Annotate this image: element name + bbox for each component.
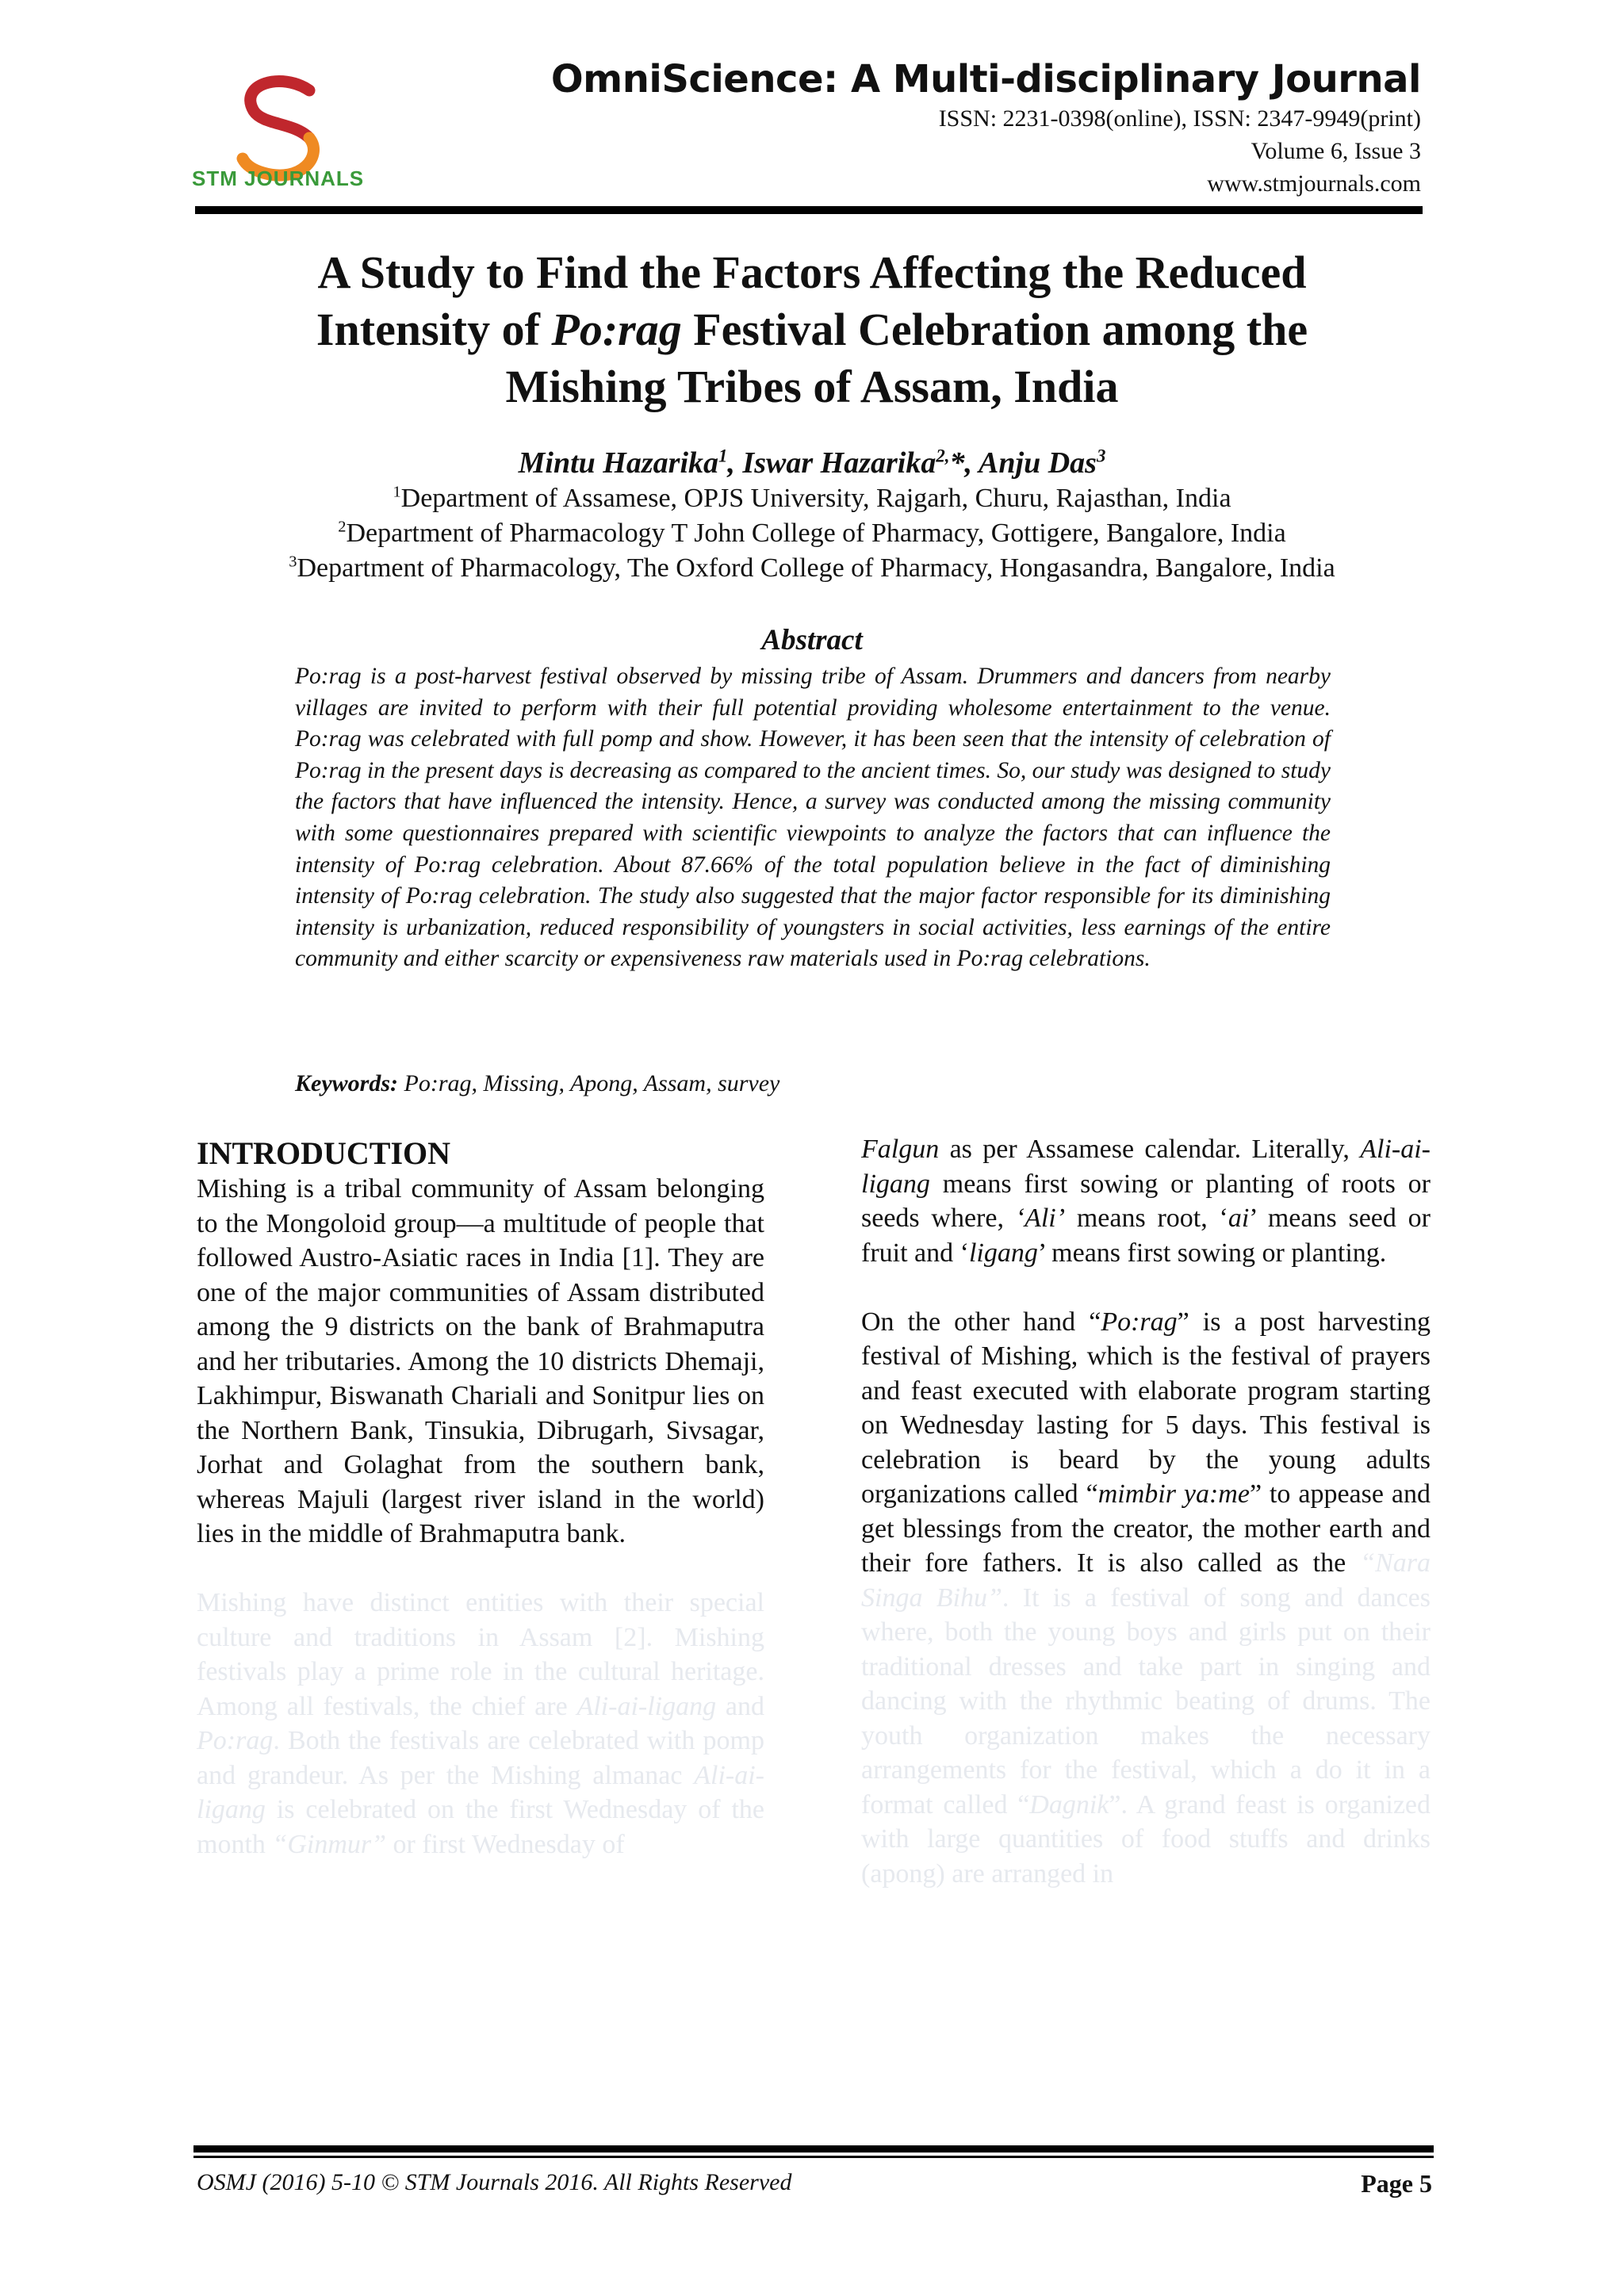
abstract-body: Po:rag is a post-harvest festival observed by missing tribe of Assam. Drummers and dancers from nearby villages are invited to perform with their full potential providing wholesome entertainment to the venue. Po:rag was celebrated with full pomp and show. However, it has been seen that the intensity of celebration of Po:rag in the present days is decreasing as compared to the ancient times. So, our study was designed to study the factors that have influenced the intensity. Hence, a survey was conducted among the missing community with some questionnaires prepared with scientific viewpoints to analyze the factors that can influence the intensity of Po:rag celebration. About 87.66% of the total population believe in the fact of diminishing intensity of Po:rag celebration. The study also suggested that the major factor responsible for its diminishing intensity is urbanization, reduced responsibility of youngsters in social activities, less earnings of the entire community and either scarcity or expensiveness raw materials used in Po:rag celebrations.: [295, 664, 1331, 972]
title-italic-porag: Po:rag: [551, 304, 682, 355]
title-line-3: Mishing Tribes of Assam, India: [505, 361, 1119, 412]
keywords: [295, 1070, 1331, 1097]
author-3: Anju Das: [979, 446, 1097, 480]
header-rule: [195, 206, 1423, 214]
author-1: Mintu Hazarika: [518, 446, 719, 480]
footer-copyright: OSMJ (2016) 5-10 © STM Journals 2016. All Rights Reserved: [197, 2169, 792, 2195]
author-list: Mintu Hazarika$^1$, Iswar Hazarika$^{2,}$*, Anju Das$^3$: [518, 446, 1106, 480]
right-paragraph-2: On the other hand “Po:rag” is a post harvesting festival of Mishing, which is the festival of prayers and feast executed with elaborate program starting on Wednesday lasting for 5 days. This festival is celebration is beard by the young adults organizations called “mimbir ya:me” to appease and get blessings from the creator, the mother earth and their fore fathers. It is also called as the “Nara Singa Bihu”. It is a festival of song and dances where, both the young boys and girls put on their traditional dresses and take part in singing and dancing with the rhythmic beating of drums. The youth organization makes the necessary arrangements for the festival, which a do it in a format called “Dagnik”. A grand feast is organized with large quantities of food stuffs and drinks (apong) are arranged in: [861, 1307, 1431, 1888]
introduction-heading: INTRODUCTION: [197, 1135, 451, 1171]
logo-text: STM JOURNALS: [192, 166, 365, 190]
journal-title: OmniScience: A Multi-disciplinary Journal: [550, 57, 1421, 101]
affiliation-1: $^1$Department of Assamese, OPJS University, Rajgarh, Churu, Rajasthan, India: [393, 483, 1231, 513]
title-line-2: Intensity of Po:rag Festival Celebration among the: [316, 304, 1308, 355]
intro-paragraph-2: Mishing have distinct entities with their special culture and traditions in Assam [2]. Mishing festivals play a prime role in the cultural heritage. Among all festivals, the chief are Ali-ai-ligang and Po:rag. Both the festivals are celebrated with pomp and grandeur. As per the Mishing almanac Ali-ai-ligang is celebrated on the first Wednesday of the month “Ginmur” or first Wednesday of: [197, 1588, 764, 1859]
affiliation-3: $^3$Department of Pharmacology, The Oxford College of Pharmacy, Hongasandra, Bangalore, India: [289, 553, 1335, 583]
keywords-label: Keywords:: [295, 1070, 398, 1096]
logo-swoosh-top: [251, 82, 309, 138]
paper-title: [190, 244, 1434, 415]
volume-issue: Volume 6, Issue 3: [1251, 138, 1421, 164]
affiliation-2: $^2$Department of Pharmacology T John College of Pharmacy, Gottigere, Bangalore, India: [338, 518, 1286, 548]
abstract-heading: Abstract: [761, 624, 863, 656]
issn-line: ISSN: 2231-0398(online), ISSN: 2347-9949(print): [938, 105, 1421, 132]
page-number: Page 5: [1361, 2169, 1432, 2198]
title-line-1: A Study to Find the Factors Affecting the Reduced: [317, 247, 1307, 298]
left-column: [197, 1132, 764, 1862]
right-column: [861, 1132, 1431, 1891]
footer-rule-thick: [193, 2145, 1434, 2152]
journal-website: www.stmjournals.com: [1207, 170, 1421, 197]
keywords-list: Po:rag, Missing, Apong, Assam, survey: [398, 1070, 780, 1096]
footer-rule-thin: [193, 2156, 1434, 2158]
right-paragraph-1: Falgun as per Assamese calendar. Literally, Ali-ai-ligang means first sowing or planting of roots or seeds where, ‘Ali’ means root, ‘ai’ means seed or fruit and ‘ligang’ means first sowing or planting.: [861, 1135, 1431, 1268]
intro-paragraph-1: Mishing is a tribal community of Assam belonging to the Mongoloid group—a multitude of people that followed Austro-Asiatic races in India [1]. They are one of the major communities of Assam distributed among the 9 districts on the bank of Brahmaputra and her tributaries. Among the 10 districts Dhemaji, Lakhimpur, Biswanath Chariali and Sonitpur lies on the Northern Bank, Tinsukia, Dibrugarh, Sivsagar, Jorhat and Golaghat from the southern bank, whereas Majuli (largest river island in the world) lies in the middle of Brahmaputra bank.: [197, 1174, 764, 1548]
author-2: , Iswar Hazarika: [727, 446, 936, 480]
